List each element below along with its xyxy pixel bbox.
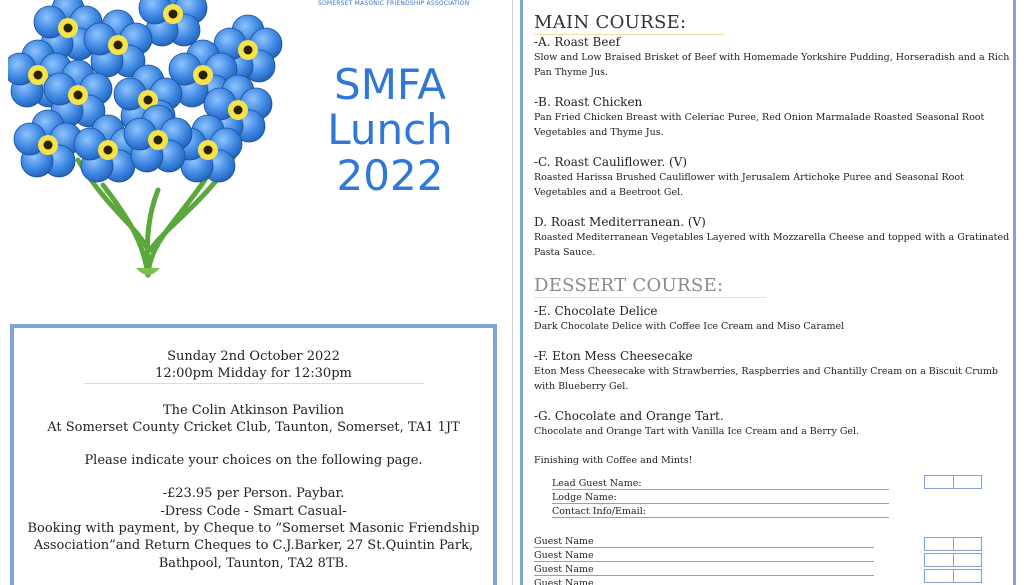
menu-item-chocolate-orange-tart [534,409,1014,439]
dress-code: -Dress Code - Smart Casual- [160,503,347,519]
menu-item-title: -A. Roast Beef [534,35,621,49]
organisation-name: SOMERSET MASONIC FRIENDSHIP ASSOCIATION [318,0,470,7]
guest-name-label: Guest Name [534,550,594,561]
menu-item-roast-mediterranean [534,215,1014,260]
event-info-box [10,324,497,585]
guest-name-field[interactable] [534,561,874,562]
title-line-year: 2022 [336,150,444,200]
lodge-name-label: Lodge Name: [552,492,617,503]
menu-item-title: D. Roast Mediterranean. (V) [534,215,706,229]
menu-content [534,0,1014,468]
menu-item-description: Slow and Low Braised Brisket of Beef with Homemade Yorkshire Pudding, Horseradish and a Rich Pan Thyme Jus. [534,52,1010,78]
menu-item-description: Roasted Mediterranean Vegetables Layered with Mozzarella Cheese and topped with a Gratinated Pasta Sauce. [534,232,1010,258]
event-address: At Somerset County Cricket Club, Taunton, Somerset, TA1 1JT [47,419,460,435]
guest-choice-box[interactable] [924,553,982,567]
menu-item-roast-beef [534,35,1014,80]
main-course-heading: MAIN COURSE: [534,0,724,35]
menu-item-title: -C. Roast Cauliflower. (V) [534,155,688,169]
title-line-smfa: SMFA [334,60,446,109]
page-fold [512,0,513,585]
contact-info-label: Contact Info/Email: [552,506,646,517]
dessert-course-heading: DESSERT COURSE: [534,275,766,298]
forget-me-not-flowers-illustration [8,0,288,285]
menu-item-description: Roasted Harissa Brushed Cauliflower with Jerusalem Artichoke Puree and Seasonal Root Vegetables and a Beetroot Gel. [534,172,964,198]
title-line-lunch: Lunch [327,105,453,155]
menu-item-title: -E. Chocolate Delice [534,304,658,318]
menu-item-title: -G. Chocolate and Orange Tart. [534,409,724,423]
menu-item-roast-cauliflower [534,155,1014,200]
booking-instructions-line-1: Booking with payment, by Cheque to “Somerset Masonic Friendship [27,520,480,536]
booking-instructions-line-3: Bathpool, Taunton, TA2 8TB. [158,555,349,571]
menu-item-chocolate-delice [534,304,1014,334]
finishing-note: Finishing with Coffee and Mints! [534,455,693,466]
lead-guest-choice-box[interactable] [924,475,982,489]
menu-item-description: Pan Fried Chicken Breast with Celeriac Puree, Red Onion Marmalade Roasted Seasonal Root Vegetables and Thyme Jus. [534,112,985,138]
lead-guest-name-field[interactable] [552,489,889,490]
booking-instructions-line-2: Association”and Return Cheques to C.J.Barker, 27 St.Quintin Park, [33,538,474,554]
guest-name-label: Guest Name [534,536,594,547]
guest-choice-box[interactable] [924,537,982,551]
menu-item-description: Eton Mess Cheesecake with Strawberries, Raspberries and Chantilly Cream on a Biscuit Crumb with Blueberry Gel. [534,366,998,392]
menu-item-description: Dark Chocolate Delice with Coffee Ice Cream and Miso Caramel [534,321,845,332]
menu-item-roast-chicken [534,95,1014,140]
menu-item-eton-mess-cheesecake [534,349,1014,394]
choices-note: Please indicate your choices on the following page. [84,453,423,469]
guest-name-field[interactable] [534,575,874,576]
ticket-price: -£23.95 per Person. Paybar. [162,486,345,502]
event-date: Sunday 2nd October 2022 [167,349,340,364]
event-info-content [14,328,493,572]
guest-name-label: Guest Name [534,564,594,575]
event-venue: The Colin Atkinson Pavilion [162,402,345,418]
contact-info-field[interactable] [552,517,889,518]
event-time: 12:00pm Midday for 12:30pm [84,365,424,383]
lead-guest-name-label: Lead Guest Name: [552,478,642,489]
lodge-name-field[interactable] [552,503,889,504]
guest-name-field[interactable] [534,547,874,548]
event-title [300,62,480,198]
guest-name-label: Guest Name [534,578,594,585]
menu-item-title: -F. Eton Mess Cheesecake [534,349,693,363]
menu-page [520,0,1016,585]
guest-choice-box[interactable] [924,569,982,583]
menu-item-description: Chocolate and Orange Tart with Vanilla Ice Cream and a Berry Gel. [534,426,860,437]
menu-item-title: -B. Roast Chicken [534,95,643,109]
